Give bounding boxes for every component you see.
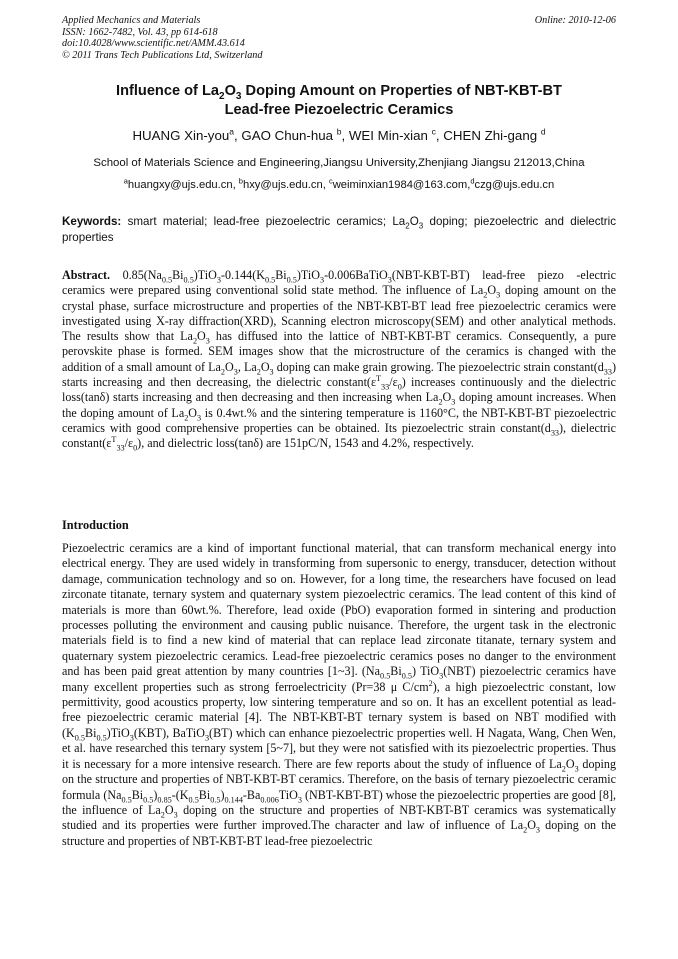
affiliation: School of Materials Science and Engineering,Jiangsu University,Zhenjiang Jiangsu 212013,China bbox=[93, 157, 585, 169]
author-name: CHEN Zhi-gang bbox=[443, 128, 538, 143]
email-link[interactable]: czg@ujs.edu.cn bbox=[474, 179, 555, 191]
author-name: GAO Chun-hua bbox=[241, 128, 334, 143]
journal-name: Applied Mechanics and Materials bbox=[62, 15, 201, 26]
copyright-line: © 2011 Trans Tech Publications Ltd, Switzerland bbox=[62, 49, 263, 61]
title-line-2: Lead-free Piezoelectric Ceramics bbox=[224, 101, 454, 118]
abstract-block: Abstract. $0.85(Na_{0.5}Bi_{0.5})TiO_3-0.144(K_{0.5}Bi_{0.5})TiO_3-0.006BaTiO_3(NBT-KBT-BT)$ lead-free piezo -electric ceramics were prepared using conventional solid state method. The influence of $La_2O_3$ doping amount on the crystal phase, surface microstructure and properties of the NBT-KBT-BT lead free piezoelectric ceramics were investigated using X-ray diffraction(XRD), Scanning electron microscopy(SEM) and other analytical methods. The results show that $La_2O_3$ has diffused into the lattice of NBT-KBT-BT ceramics. Consequently, a pure perovskite phase is formed. SEM images show that the microstructure of the ceramics is changed with the addition of a small amount of $La_2O_3$, $La_2O_3$ doping can make grain growing. The piezoelectric strain $constant(d_{33})$ starts increasing and then decreasing, the dielectric $constant(\varepsilon^T_{33}/\varepsilon_0)$ increases continuously and the dielectric loss(tanδ) starts increasing and then decreasing and then increasing when $La_2O_3$ doping amount increases. When the doping amount of $La_2O_3$ is 0.4wt.% and the sintering temperature is 1160°C, the NBT-KBT-BT piezoelectric ceramics with good comprehensive properties can be obtained. Its piezoelectric strain $constant(d_{33})$, dielectric $constant(\varepsilon^T_{33}/\varepsilon_0)$, and dielectric loss(tanδ) are 151pC/N, 1543 and 4.2%, respectively. bbox=[62, 268, 617, 453]
running-header bbox=[62, 15, 616, 61]
doi-line: doi:10.4028/www.scientific.net/AMM.43.614 bbox=[62, 38, 245, 50]
author-mark: c bbox=[431, 126, 436, 137]
issn-line: ISSN: 1662-7482, Vol. 43, pp 614-618 bbox=[62, 26, 218, 38]
author-list: HUANG Xin-you$^a$, GAO Chun-hua $^b$, WEI Min-xian $^c$, CHEN Zhi-gang $^d$ bbox=[132, 126, 546, 143]
abstract-label: Abstract. bbox=[62, 268, 111, 282]
author-name: HUANG Xin-you bbox=[132, 128, 230, 143]
email-list: $^a$huangxy@ujs.edu.cn, $^b$hxy@ujs.edu.cn, $^c$weiminxian1984@163.com,$^d$czg@ujs.edu.cn bbox=[123, 176, 555, 191]
email-link[interactable]: hxy@ujs.edu.cn, bbox=[242, 179, 329, 191]
email-link[interactable]: huangxy@ujs.edu.cn, bbox=[127, 179, 239, 191]
keywords-block: Keywords: smart material; lead-free piezoelectric ceramics; $La_2O_3$ doping; piezoelectric and dielectric properties bbox=[62, 215, 616, 244]
introduction-body: Piezoelectric ceramics are a kind of important functional material, that can transform mechanical energy into electrical energy. They are used widely in transforming from supersonic to energy, transducer, detection without damage, communication technology and so on. However, for a long time, the researchers have focused on lead zirconate titanate, ternary system and quaternary system piezoelectric ceramics. The lead content of this kind of materials is more than 60wt.%. Therefore, lead oxide (PbO) evaporation formed in sintering and production processes polluting the environment and causing public nuisance. Therefore, the urgent task in the electronic materials field is to find a new kind of material that can replace lead zirconate titanate, ternary system and quaternary system piezoelectric ceramics. Lead-free piezoelectric ceramics poses no danger to the environment and has been paid great attention by many countries [1~3]. $(Na_{0.5}Bi_{0.5})$ TiO$_3$(NBT) piezoelectric ceramics have many excellent properties such as strong ferroelectricity (Pr=38 μ $C/cm^2$), a high piezoelectric constant, low permittivity, good acoustics property, low sintering temperature and so on. It has an excellent potential as lead-free piezoelectric ceramic material [4]. The NBT-KBT-BT ternary system is based on NBT modified with $(K_{0.5}Bi_{0.5})TiO_3(KBT)$, BaTiO$_3$(BT) which can enhance piezoelectric properties well. H Nagata, Wang, Chen Wen, et al. have researched this ternary system [5~7], but they were not satisfied with its piezoelectric properties. Thus it is necessary for a more intensive research. There are few reports about the study of influence of $La_2O_3$ doping on the structure and properties of NBT-KBT-BT ceramics. Therefore, on the basis of ternary piezoelectric ceramic formula $(Na_{0.5}Bi_{0.5})_{0.85}-(K_{0.5}Bi_{0.5})_{0.144}-Ba_{0.006}TiO_3$ (NBT-KBT-BT) whose the piezoelectric properties are good [8], the influence of $La_2O_3$ doping on the structure and properties of NBT-KBT-BT ceramics was systematically studied and its properties were further improved.The character and law of influence of $La_2O_3$ doping on the structure and properties of NBT-KBT-BT lead-free piezoelectric bbox=[62, 541, 617, 848]
section-heading-introduction: Introduction bbox=[62, 518, 129, 532]
author-name: WEI Min-xian bbox=[348, 128, 428, 143]
keywords-label: Keywords: bbox=[62, 215, 122, 228]
author-mark: b bbox=[336, 126, 342, 137]
author-mark: d bbox=[540, 126, 546, 137]
paper-title bbox=[40, 82, 638, 119]
author-mark: a bbox=[229, 126, 234, 137]
email-link[interactable]: weiminxian1984@163.com, bbox=[332, 179, 471, 191]
title-line-1: Influence of $La_2O_3$ Doping Amount on Properties of NBT-KBT-BT bbox=[116, 83, 562, 102]
online-date: Online: 2010-12-06 bbox=[534, 15, 616, 26]
